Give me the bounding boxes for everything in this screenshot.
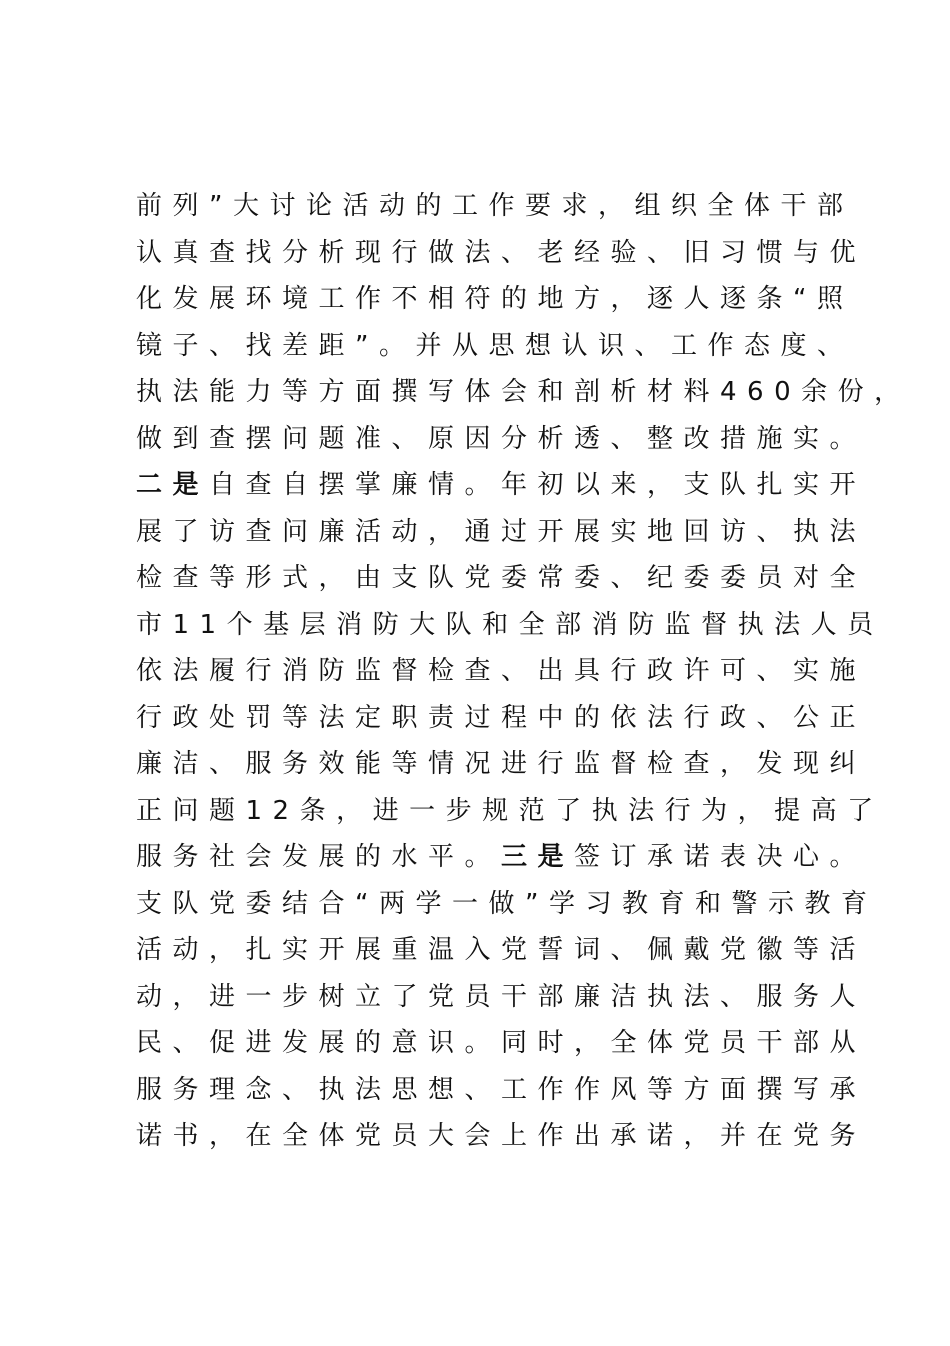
text-line bbox=[136, 695, 867, 742]
section-marker: 二是 bbox=[136, 470, 210, 500]
text-run: 活动，扎实开展重温入党誓词、佩戴党徽等活 bbox=[136, 935, 867, 965]
text-line bbox=[136, 648, 867, 695]
body-text bbox=[136, 183, 911, 1160]
text-line bbox=[136, 741, 867, 788]
text-run: 前列”大讨论活动的工作要求，组织全体干部 bbox=[136, 191, 854, 221]
text-run: 自查自摆掌廉情。年初以来，支队扎实开 bbox=[209, 470, 867, 500]
text-run: 化发展环境工作不相符的地方，逐人逐条“照 bbox=[136, 284, 854, 314]
text-run: 廉洁、服务效能等情况进行监督检查，发现纠 bbox=[136, 749, 867, 779]
text-run: 服务社会发展的水平。 bbox=[136, 842, 502, 872]
text-run: 认真查找分析现行做法、老经验、旧习惯与优 bbox=[136, 237, 867, 268]
text-run: 展了访查问廉活动，通过开展实地回访、执法 bbox=[136, 516, 867, 547]
text-line bbox=[136, 927, 867, 974]
text-run: 服务理念、执法思想、工作作风等方面撰写承 bbox=[136, 1074, 867, 1105]
text-line bbox=[136, 230, 867, 277]
text-line bbox=[136, 183, 856, 230]
text-line bbox=[136, 1067, 867, 1114]
text-run: 民、促进发展的意识。同时，全体党员干部从 bbox=[136, 1028, 867, 1058]
text-line bbox=[136, 323, 856, 370]
text-run: 市11个基层消防大队和全部消防监督执法人员 bbox=[136, 609, 884, 640]
section-marker: 三是 bbox=[501, 842, 575, 872]
text-line bbox=[136, 881, 878, 928]
text-line bbox=[136, 602, 884, 649]
text-line bbox=[136, 788, 884, 835]
text-run: 签订承诺表决心。 bbox=[574, 842, 867, 872]
text-run: 正问题12条，进一步规范了执法行为，提高了 bbox=[136, 795, 884, 826]
text-run: 行政处罚等法定职责过程中的依法行政、公正 bbox=[136, 702, 867, 733]
text-run: 做到查摆问题准、原因分析透、整改措施实。 bbox=[136, 423, 867, 454]
text-line bbox=[136, 509, 867, 556]
text-line bbox=[136, 974, 867, 1021]
text-line bbox=[136, 834, 867, 881]
text-line bbox=[136, 1113, 867, 1160]
text-line bbox=[136, 1020, 867, 1067]
text-run: 支队党委结合“两学一做”学习教育和警示教育 bbox=[136, 888, 878, 919]
text-run: 诺书，在全体党员大会上作出承诺，并在党务 bbox=[136, 1121, 867, 1151]
text-run: 检查等形式，由支队党委常委、纪委委员对全 bbox=[136, 563, 867, 593]
text-line bbox=[136, 555, 867, 602]
text-line bbox=[136, 416, 867, 463]
text-run: 依法履行消防监督检查、出具行政许可、实施 bbox=[136, 656, 867, 686]
text-run: 执法能力等方面撰写体会和剖析材料460余份， bbox=[136, 377, 911, 407]
text-run: 镜子、找差距”。并从思想认识、工作态度、 bbox=[136, 330, 854, 361]
text-line bbox=[136, 462, 867, 509]
text-run: 动，进一步树立了党员干部廉洁执法、服务人 bbox=[136, 981, 867, 1012]
text-line bbox=[136, 369, 911, 416]
text-line bbox=[136, 276, 856, 323]
